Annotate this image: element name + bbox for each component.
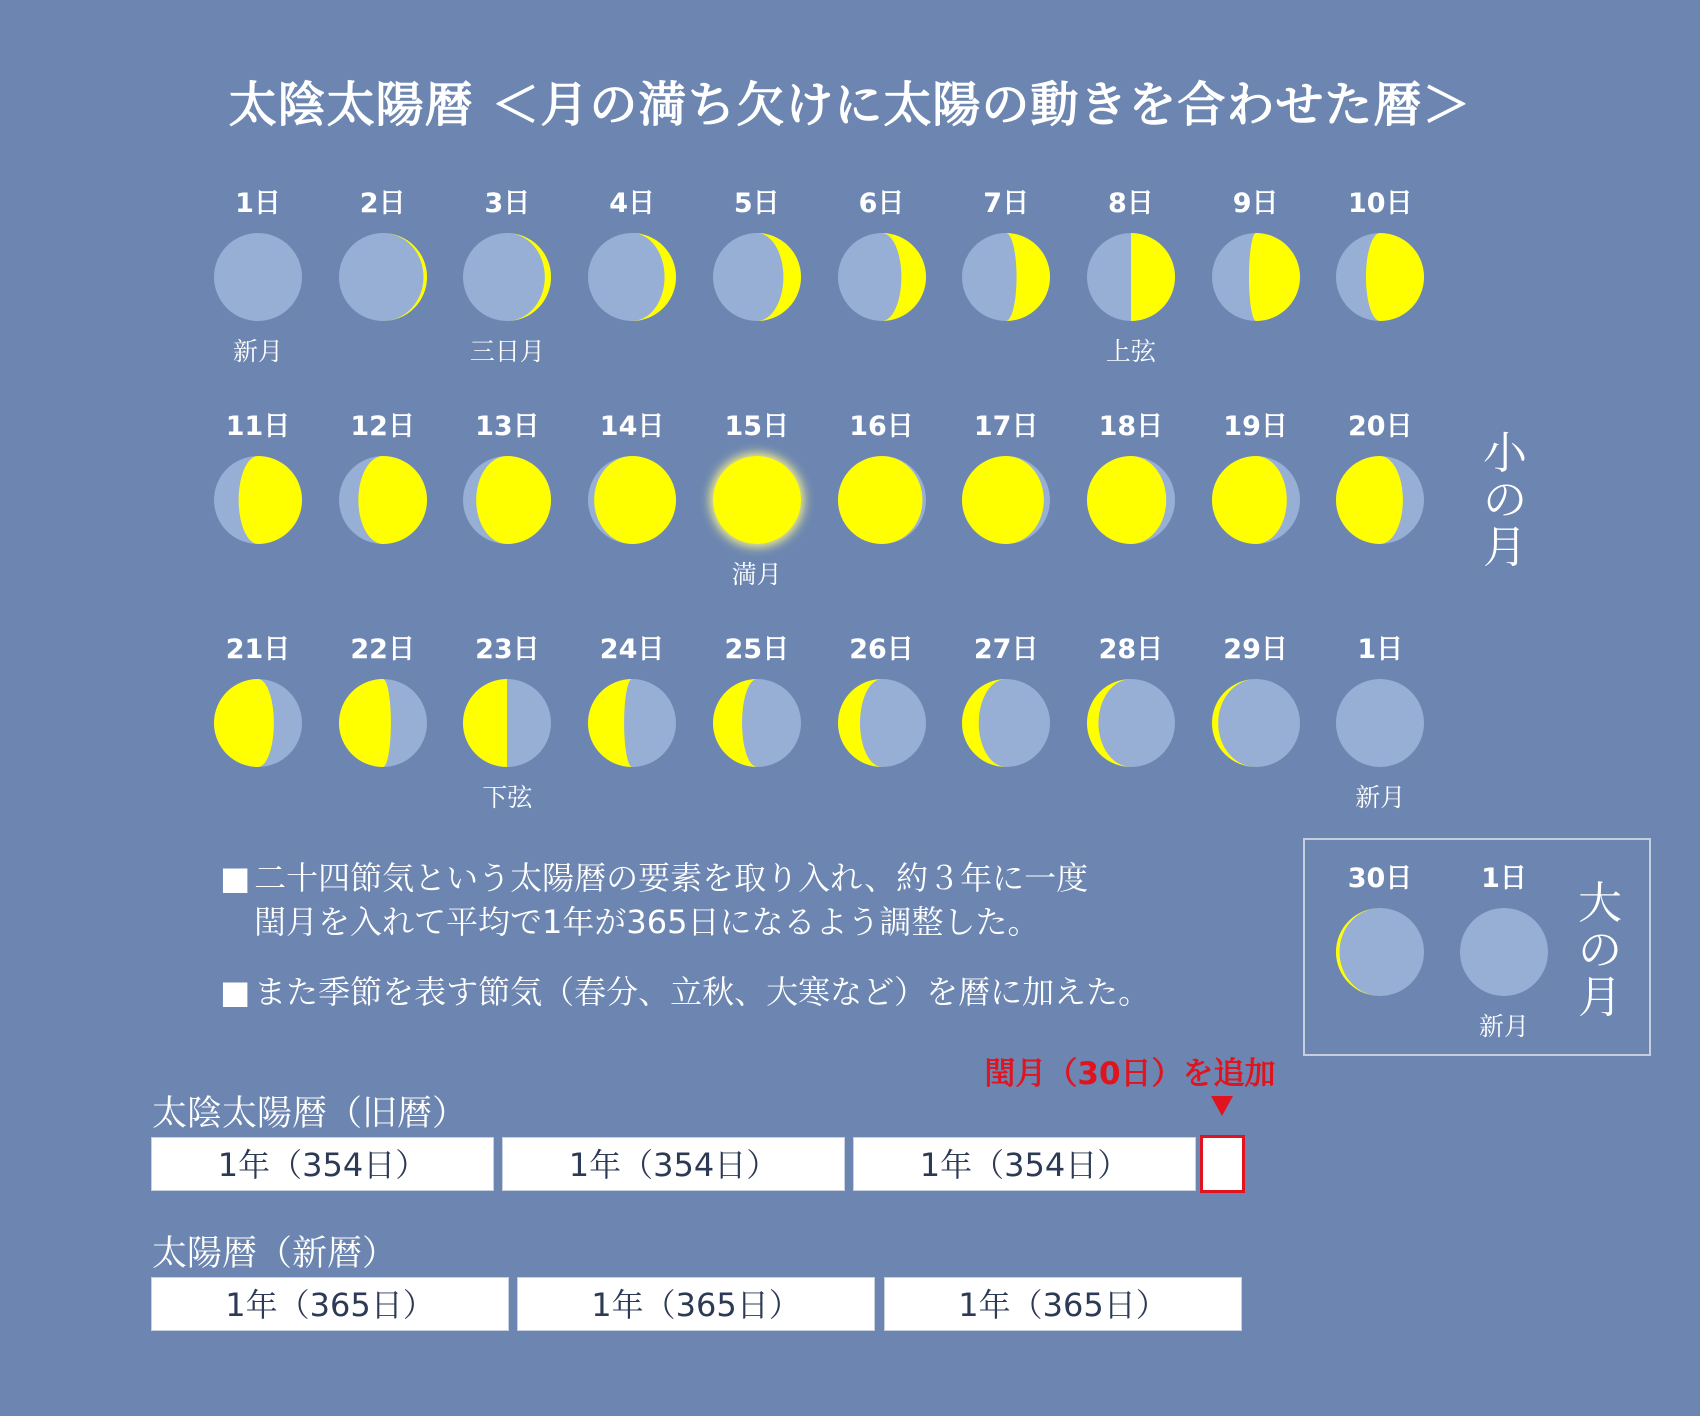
big-month-label [1570, 880, 1630, 1021]
day-label: 23日 [475, 634, 540, 665]
page-title: 太陰太陽暦 ＜月の満ち欠けに太陽の動きを合わせた暦＞ [228, 77, 1472, 133]
moon-icon [198, 217, 318, 337]
small-month-label-char: の [1483, 475, 1527, 526]
big-month-label-char: 月 [1578, 972, 1622, 1023]
moon-icon [1320, 663, 1440, 783]
moon-lit-area [962, 456, 1044, 544]
small-month-label-char: 小 [1483, 428, 1527, 479]
moon-icon [572, 663, 692, 783]
moon-icon [323, 440, 443, 560]
solar-title: 太陽暦（新暦） [152, 1234, 398, 1274]
moon-lit-area [214, 679, 274, 767]
day-label: 24日 [599, 634, 665, 665]
moon-disc [1336, 679, 1424, 767]
leap-arrow-icon [1211, 1096, 1233, 1116]
moon-lit-area [838, 456, 922, 544]
moon-icon [572, 217, 692, 337]
day-label: 12日 [350, 411, 415, 442]
moon-icon [1196, 663, 1316, 783]
lunisolar-year-box: 1年（354日） [853, 1137, 1196, 1191]
solar-year-box: 1年（365日） [151, 1277, 509, 1331]
day-label: 14日 [599, 411, 665, 442]
moon-lit-area [1131, 233, 1175, 321]
moon-lit-area [713, 456, 801, 544]
day-label: 2日 [359, 188, 406, 219]
day-label: 7日 [983, 188, 1030, 219]
moon-disc [214, 233, 302, 321]
moon-icon [697, 217, 817, 337]
moon-icon [323, 663, 443, 783]
day-label: 16日 [849, 411, 914, 442]
moon-icon [198, 440, 318, 560]
day-label: 30日 [1347, 863, 1413, 894]
day-label: 28日 [1098, 634, 1164, 665]
leap-month-label: 閏月（30日）を追加 [984, 1056, 1276, 1092]
day-label: 25日 [724, 634, 790, 665]
lunisolar-year-box: 1年（354日） [502, 1137, 845, 1191]
phase-label: 下弦 [482, 783, 533, 812]
moon-icon [1320, 217, 1440, 337]
day-label: 5日 [733, 188, 780, 219]
day-label: 6日 [858, 188, 905, 219]
moon-icon [1196, 440, 1316, 560]
note-bullet: ■ [220, 859, 251, 897]
day-label: 4日 [609, 188, 655, 219]
moon-lit-area [1336, 456, 1403, 544]
moon-icon [697, 663, 817, 783]
phase-label: 新月 [1355, 783, 1406, 812]
day-label: 19日 [1223, 411, 1288, 442]
moon-lit-area [358, 456, 427, 544]
note-bullet: ■ [220, 973, 251, 1011]
phase-label: 新月 [232, 337, 283, 366]
moon-icon [1071, 663, 1191, 783]
moon-icon [1071, 217, 1191, 337]
moon-icon [447, 217, 567, 337]
note-line: 二十四節気という太陽暦の要素を取り入れ、約３年に一度 [254, 859, 1089, 897]
big-month-label-char: 大 [1578, 878, 1622, 929]
note-1 [220, 856, 1088, 944]
moon-icon [572, 440, 692, 560]
moon-lit-area [594, 456, 676, 544]
moon-icon [447, 440, 567, 560]
note-line: 閏月を入れて平均で1年が365日になるよう調整した。 [254, 903, 1040, 941]
moon-lit-area [1212, 456, 1287, 544]
moon-icon [946, 217, 1066, 337]
small-month-label-char: 月 [1483, 522, 1527, 573]
day-label: 15日 [724, 411, 790, 442]
day-label: 11日 [225, 411, 291, 442]
solar-year-box: 1年（365日） [884, 1277, 1242, 1331]
moon-lit-area [477, 456, 552, 544]
moon-icon [946, 663, 1066, 783]
day-label: 1日 [1357, 634, 1404, 665]
phase-label: 新月 [1478, 1012, 1529, 1041]
moon-icon [1320, 440, 1440, 560]
note-line: また季節を表す節気（春分、立秋、大寒など）を暦に加えた。 [254, 973, 1151, 1011]
phase-label: 三日月 [469, 337, 545, 366]
moon-lit-area [239, 456, 302, 544]
moon-icon [1320, 892, 1440, 1012]
moon-icon [323, 217, 443, 337]
phase-label: 上弦 [1105, 337, 1156, 366]
moon-icon [1071, 440, 1191, 560]
small-month-label [1475, 430, 1535, 571]
lunisolar-title: 太陰太陽暦（旧暦） [152, 1094, 468, 1134]
day-label: 1日 [235, 188, 281, 219]
moon-icon [1444, 892, 1564, 1012]
phase-label: 満月 [731, 560, 782, 589]
day-label: 9日 [1232, 188, 1279, 219]
moon-icon [822, 217, 942, 337]
day-label: 1日 [1481, 863, 1527, 894]
day-label: 21日 [225, 634, 291, 665]
moon-icon [697, 440, 817, 560]
big-month-label-char: の [1578, 925, 1622, 976]
moon-lit-area [1249, 233, 1300, 321]
day-label: 29日 [1223, 634, 1288, 665]
moon-lit-area [339, 679, 391, 767]
lunisolar-year-box: 1年（354日） [151, 1137, 494, 1191]
solar-year-box: 1年（365日） [517, 1277, 875, 1331]
day-label: 13日 [475, 411, 540, 442]
day-label: 26日 [849, 634, 914, 665]
leap-month-box [1200, 1135, 1245, 1193]
day-label: 10日 [1348, 188, 1413, 219]
moon-icon [198, 663, 318, 783]
day-label: 17日 [973, 411, 1039, 442]
day-label: 20日 [1348, 411, 1413, 442]
moon-lit-area [1366, 233, 1424, 321]
moon-lit-area [1087, 456, 1166, 544]
note-2 [220, 970, 1150, 1014]
moon-disc [1460, 908, 1548, 996]
day-label: 3日 [484, 188, 531, 219]
moon-icon [822, 440, 942, 560]
moon-icon [946, 440, 1066, 560]
moon-icon [1196, 217, 1316, 337]
day-label: 18日 [1098, 411, 1164, 442]
day-label: 27日 [973, 634, 1039, 665]
day-label: 8日 [1107, 188, 1154, 219]
moon-icon [822, 663, 942, 783]
moon-icon [447, 663, 567, 783]
day-label: 22日 [350, 634, 415, 665]
moon-lit-area [463, 679, 507, 767]
